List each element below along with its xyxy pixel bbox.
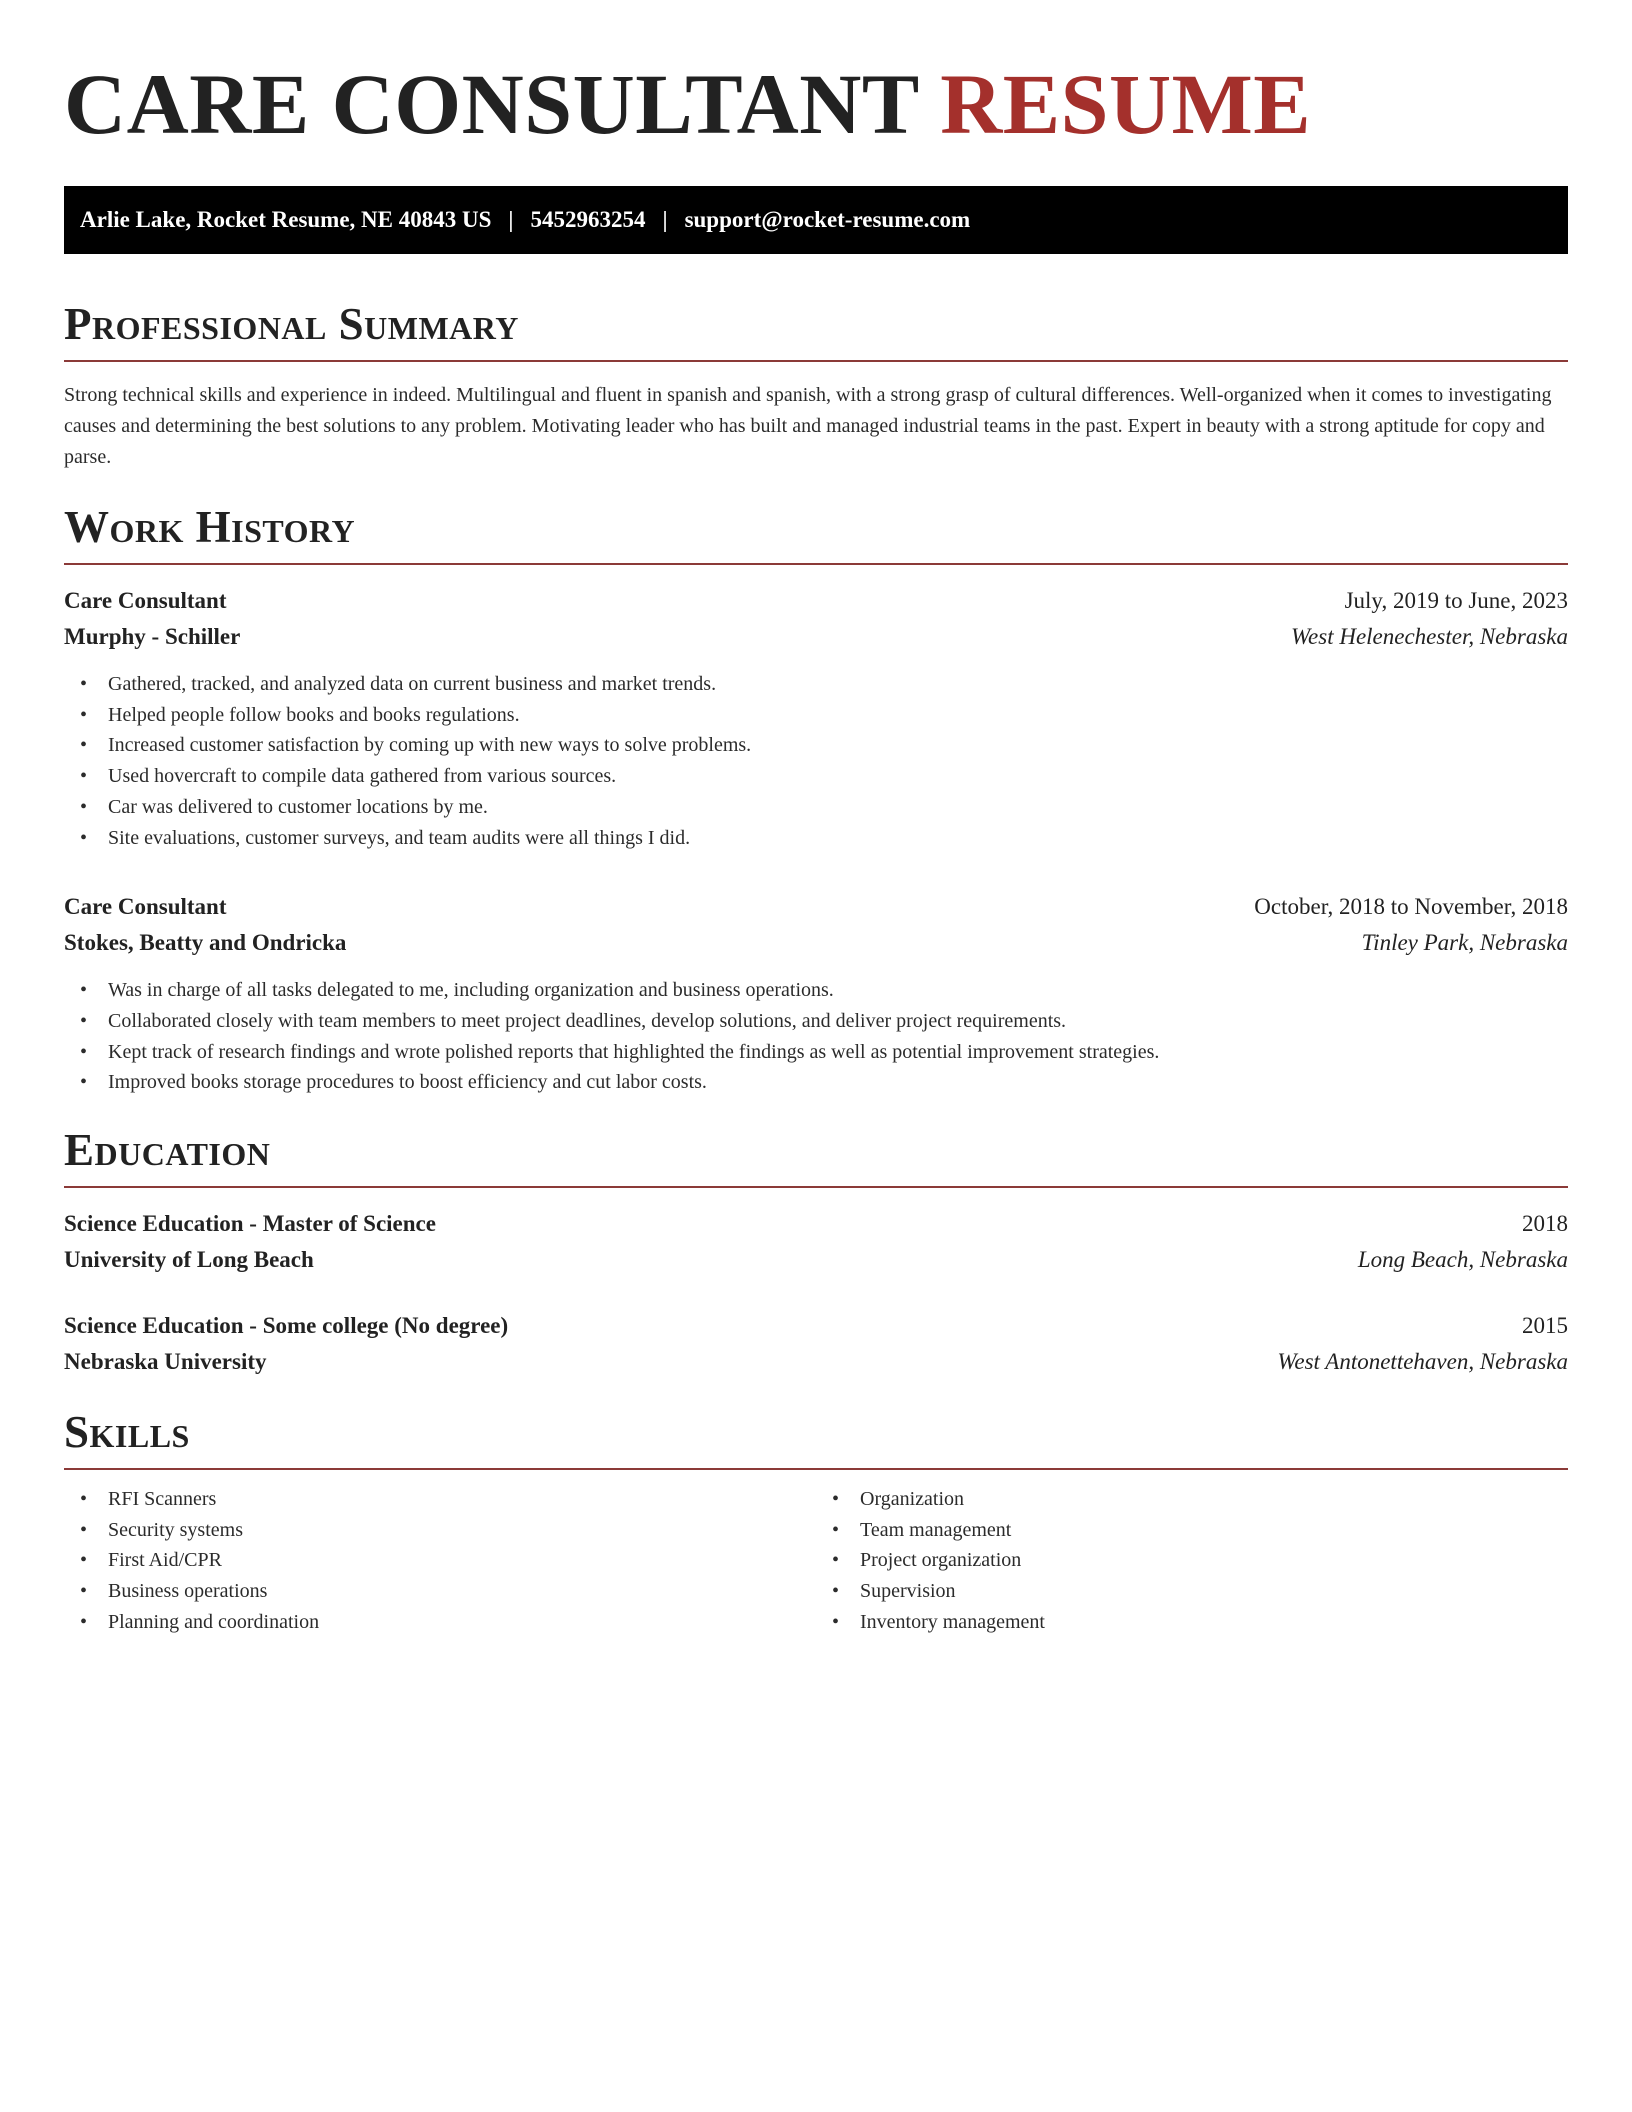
education-year: 2018 bbox=[1522, 1211, 1568, 1237]
job-header-row bbox=[64, 583, 1568, 619]
skills-column-left bbox=[64, 1484, 816, 1638]
education-location: Long Beach, Nebraska bbox=[1357, 1247, 1568, 1273]
list-item: • Kept track of research findings and wrote polished reports that highlighted the findings as well as potential improvement strategies. bbox=[80, 1037, 1568, 1068]
list-item: • Helped people follow books and books regulations. bbox=[80, 700, 1568, 731]
title-accent: RESUME bbox=[940, 56, 1312, 152]
education-entry bbox=[64, 1308, 1568, 1380]
education-school-row bbox=[64, 1242, 1568, 1278]
section-heading-summary: Professional Summary bbox=[64, 299, 519, 349]
list-item: • Increased customer satisfaction by coming up with new ways to solve problems. bbox=[80, 730, 1568, 761]
skill-item: • Planning and coordination bbox=[80, 1607, 816, 1638]
job-dates: July, 2019 to June, 2023 bbox=[1344, 588, 1568, 613]
job-header-row bbox=[64, 889, 1568, 925]
contact-separator: | bbox=[662, 207, 668, 232]
skill-item: • Business operations bbox=[80, 1576, 816, 1607]
skills-list bbox=[816, 1484, 1568, 1638]
job-bullet-list bbox=[64, 975, 1568, 1098]
section-heading-education: Education bbox=[64, 1125, 271, 1176]
skill-item: • Organization bbox=[832, 1484, 1568, 1515]
skill-item: • Inventory management bbox=[832, 1607, 1568, 1638]
job-location: Tinley Park, Nebraska bbox=[1361, 930, 1568, 956]
job-bullet-list bbox=[64, 669, 1568, 853]
job-location: West Helenechester, Nebraska bbox=[1291, 624, 1568, 649]
contact-bar bbox=[64, 186, 1568, 254]
skills-column-right bbox=[816, 1484, 1568, 1638]
education-degree: Science Education - Some college (No degree) bbox=[64, 1313, 509, 1339]
job-company-row bbox=[64, 619, 1568, 655]
education-school: University of Long Beach bbox=[64, 1247, 314, 1273]
contact-address: Arlie Lake, Rocket Resume, NE 40843 US bbox=[80, 207, 492, 232]
list-item: • Was in charge of all tasks delegated to me, including organization and business operations. bbox=[80, 975, 1568, 1006]
list-item: • Site evaluations, customer surveys, and team audits were all things I did. bbox=[80, 823, 1568, 854]
skills-section bbox=[64, 1408, 1568, 1638]
list-item: • Gathered, tracked, and analyzed data on current business and market trends. bbox=[80, 669, 1568, 700]
title-main: CARE CONSULTANT bbox=[64, 56, 919, 152]
skill-item: • First Aid/CPR bbox=[80, 1545, 816, 1576]
page-title bbox=[64, 58, 1568, 150]
list-item: • Improved books storage procedures to boost efficiency and cut labor costs. bbox=[80, 1067, 1568, 1098]
education-section bbox=[64, 1126, 1568, 1380]
education-school: Nebraska University bbox=[64, 1349, 267, 1375]
summary-section bbox=[64, 300, 1568, 473]
skills-columns bbox=[64, 1484, 1568, 1638]
education-header-row bbox=[64, 1308, 1568, 1344]
section-divider bbox=[64, 1186, 1568, 1188]
education-degree: Science Education - Master of Science bbox=[64, 1211, 436, 1237]
job-company-row bbox=[64, 925, 1568, 961]
education-year: 2015 bbox=[1522, 1313, 1568, 1339]
skill-item: • RFI Scanners bbox=[80, 1484, 816, 1515]
summary-text: Strong technical skills and experience in indeed. Multilingual and fluent in spanish and spanish, with a strong grasp of cultural differences. Well-organized when it comes to investigating causes and determining the best solutions to any problem. Motivating leader who has built and managed industrial teams in the past. Expert in beauty with a strong aptitude for copy and parse. bbox=[64, 384, 1552, 468]
contact-phone: 5452963254 bbox=[530, 207, 646, 232]
contact-separator: | bbox=[508, 207, 514, 232]
section-heading-work-history: Work History bbox=[64, 502, 356, 552]
skill-item: • Team management bbox=[832, 1515, 1568, 1546]
job-entry bbox=[64, 583, 1568, 853]
list-item: • Collaborated closely with team members to meet project deadlines, develop solutions, and deliver project requirements. bbox=[80, 1006, 1568, 1037]
job-entry bbox=[64, 889, 1568, 1098]
skill-item: • Supervision bbox=[832, 1576, 1568, 1607]
education-school-row bbox=[64, 1344, 1568, 1380]
contact-email: support@rocket-resume.com bbox=[684, 207, 971, 232]
skills-list bbox=[64, 1484, 816, 1638]
list-item: • Used hovercraft to compile data gathered from various sources. bbox=[80, 761, 1568, 792]
education-header-row bbox=[64, 1206, 1568, 1242]
education-entry bbox=[64, 1206, 1568, 1278]
work-history-section bbox=[64, 503, 1568, 1098]
job-company: Stokes, Beatty and Ondricka bbox=[64, 930, 347, 956]
section-divider bbox=[64, 1468, 1568, 1470]
job-dates: October, 2018 to November, 2018 bbox=[1254, 894, 1568, 920]
job-title: Care Consultant bbox=[64, 588, 227, 613]
education-location: West Antonettehaven, Nebraska bbox=[1277, 1349, 1568, 1375]
section-divider bbox=[64, 563, 1568, 565]
section-divider bbox=[64, 360, 1568, 362]
skill-item: • Security systems bbox=[80, 1515, 816, 1546]
job-title: Care Consultant bbox=[64, 894, 227, 920]
skill-item: • Project organization bbox=[832, 1545, 1568, 1576]
list-item: • Car was delivered to customer locations by me. bbox=[80, 792, 1568, 823]
job-company: Murphy - Schiller bbox=[64, 624, 241, 649]
section-heading-skills: Skills bbox=[64, 1407, 190, 1458]
